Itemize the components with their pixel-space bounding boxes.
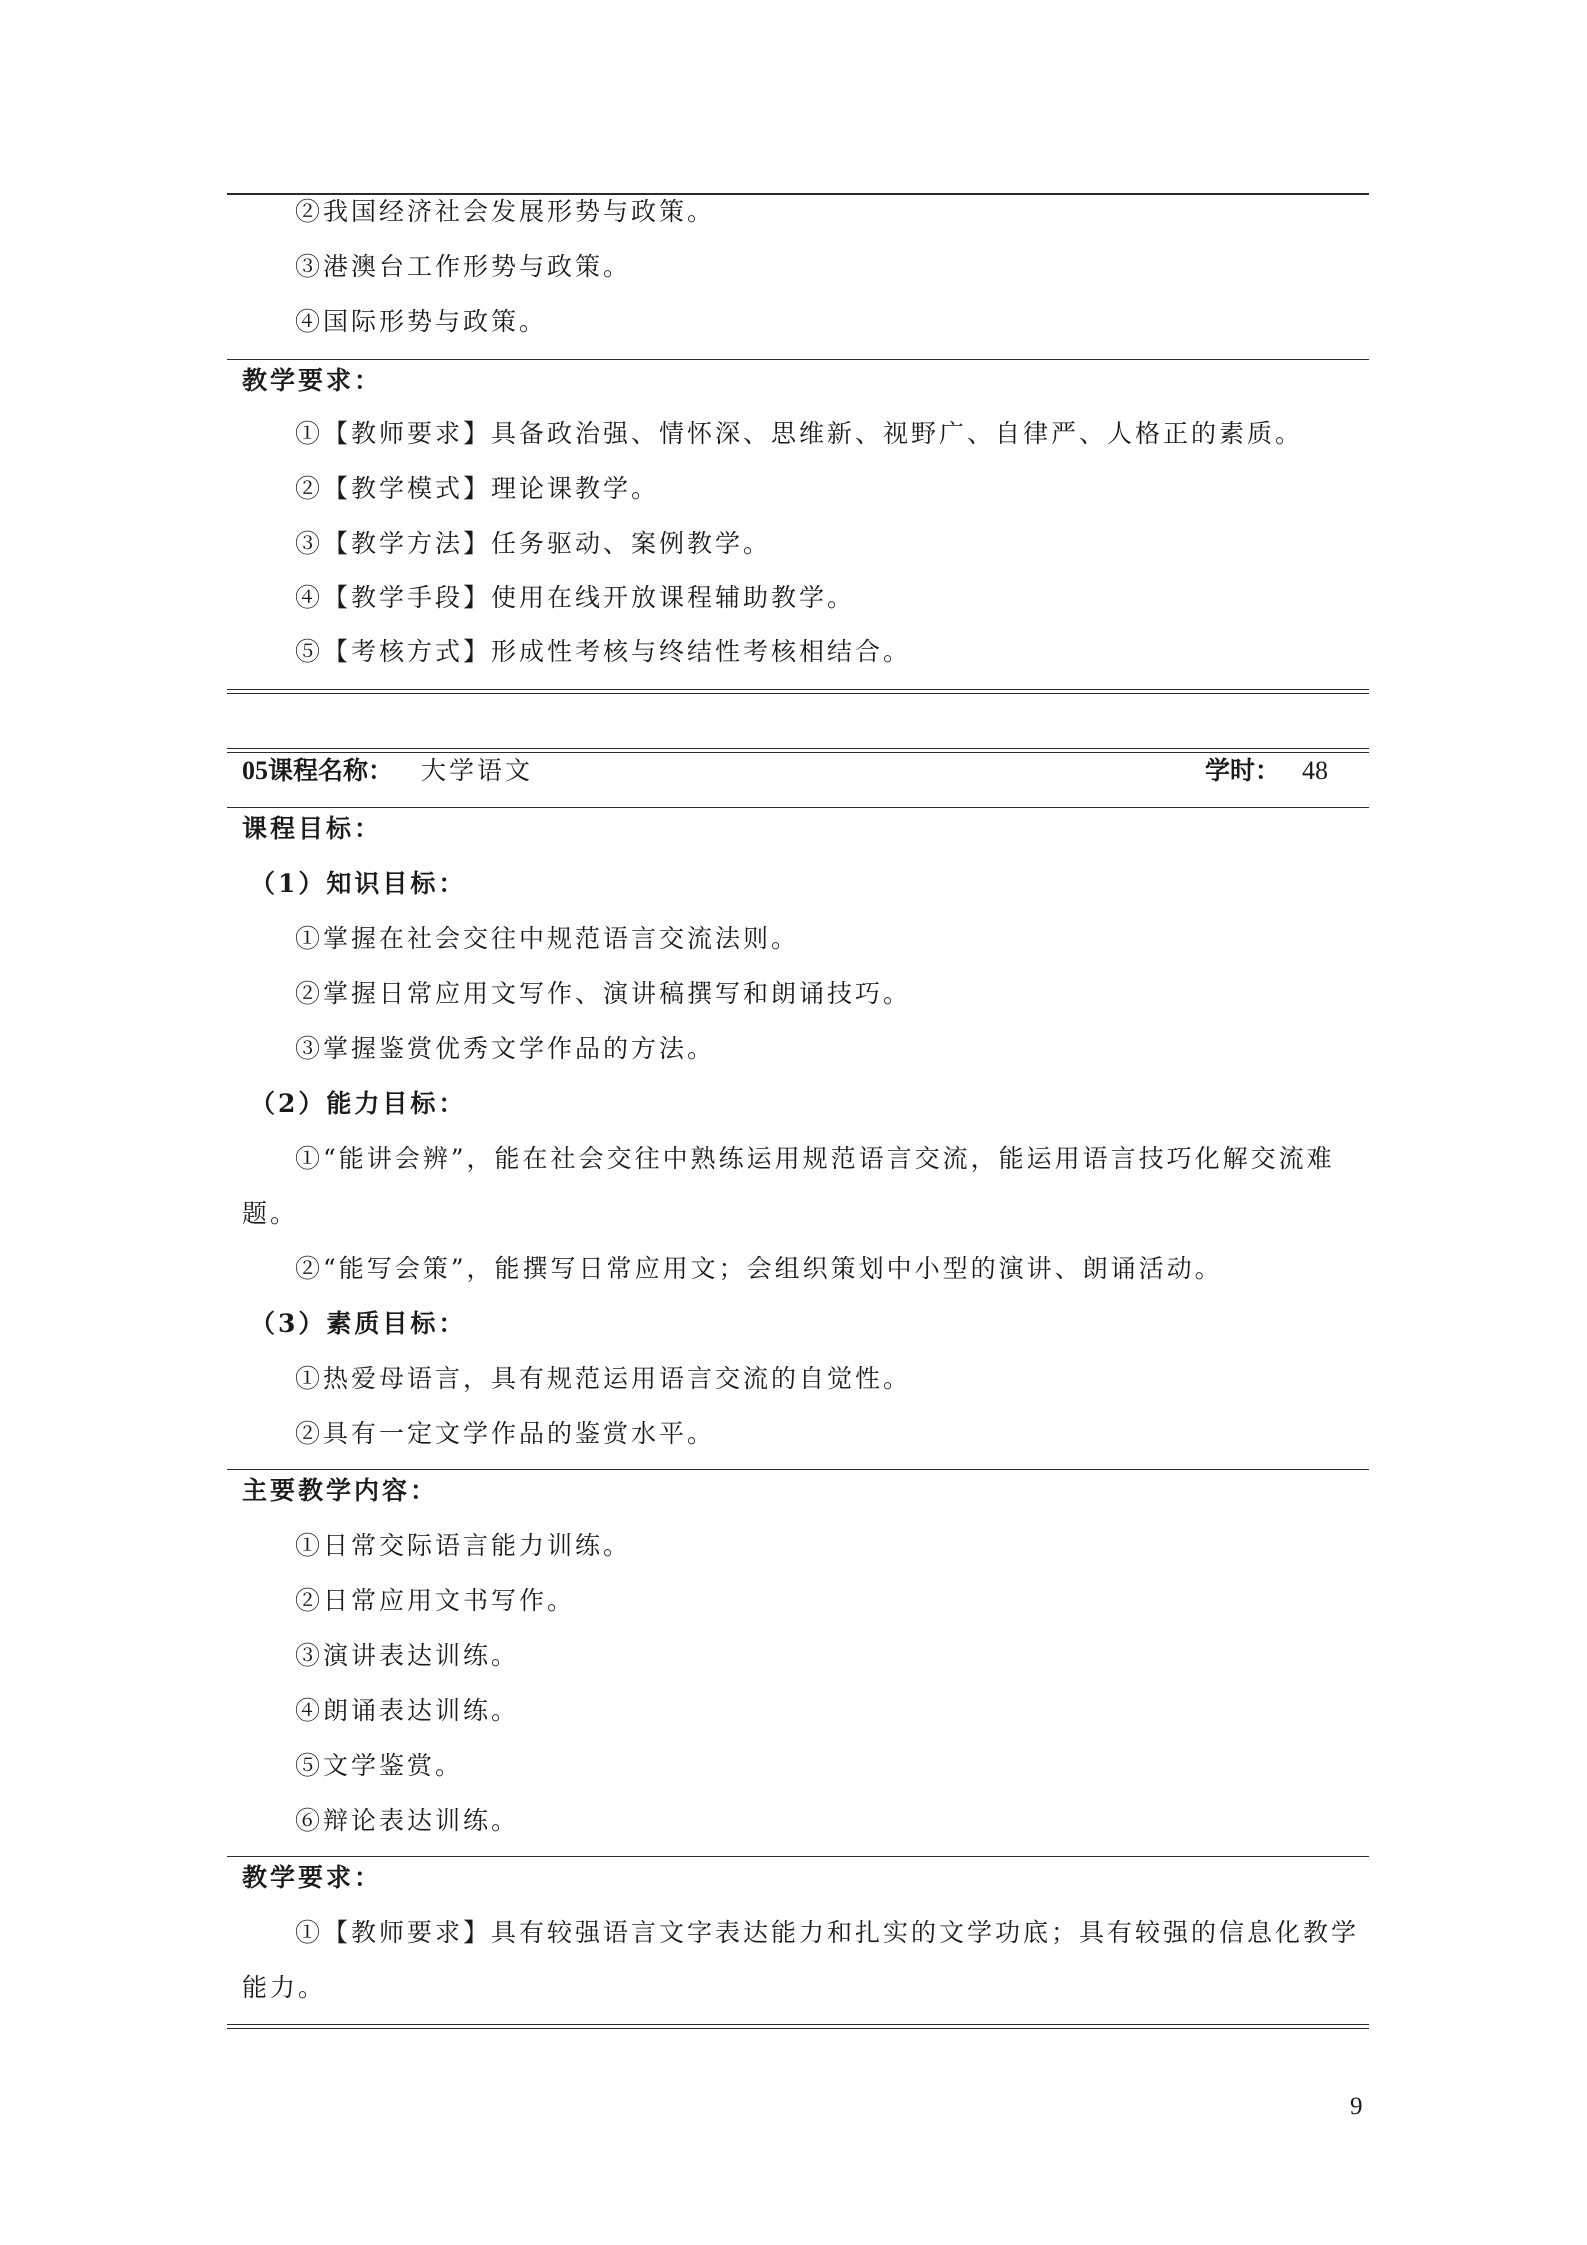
knowledge-item: ②掌握日常应用文写作、演讲稿撰写和朗诵技巧。 [295, 979, 912, 1008]
quality-item: ②具有一定文学作品的鉴赏水平。 [295, 1419, 716, 1448]
content-item: ⑥辩论表达训练。 [295, 1806, 520, 1835]
knowledge-goal-heading: （1）知识目标： [250, 869, 467, 898]
page-number: 9 [1350, 2093, 1363, 2120]
content-item: ③演讲表达训练。 [295, 1641, 520, 1670]
course-hours [1205, 753, 1328, 789]
course-name: 大学语文 [421, 756, 534, 785]
requirement-item-line: 能力。 [242, 1973, 327, 2002]
ability-item-line: 题。 [242, 1199, 299, 1228]
content-item: ⑤文学鉴赏。 [295, 1751, 464, 1780]
content-item: ④朗诵表达训练。 [295, 1696, 520, 1725]
requirement-item: ①【教师要求】具备政治强、情怀深、思维新、视野广、自律严、人格正的素质。 [295, 419, 1304, 448]
section-divider [227, 359, 1369, 360]
quality-goal-heading: （3）素质目标： [250, 1309, 467, 1338]
content-item: ②我国经济社会发展形势与政策。 [295, 197, 716, 226]
knowledge-item: ③掌握鉴赏优秀文学作品的方法。 [295, 1034, 716, 1063]
ability-goal-heading: （2）能力目标： [250, 1089, 467, 1118]
hours-label: 学时： [1205, 756, 1281, 785]
course-number: 05 [242, 756, 268, 785]
course-name-label: 课程名称： [268, 756, 394, 785]
teaching-requirements-heading: 教学要求： [242, 366, 383, 395]
table-bottom-border [227, 2024, 1369, 2029]
content-item: ④国际形势与政策。 [295, 307, 548, 336]
requirement-item: ④【教学手段】使用在线开放课程辅助教学。 [295, 583, 856, 612]
table-bottom-border [227, 689, 1369, 694]
course-goals-heading: 课程目标： [242, 814, 383, 843]
ability-item: ②“能写会策”，能撰写日常应用文；会组织策划中小型的演讲、朗诵活动。 [295, 1254, 1223, 1283]
section-divider [227, 1469, 1369, 1470]
hours-value: 48 [1302, 756, 1329, 785]
course-header [242, 753, 533, 789]
requirement-item: ③【教学方法】任务驱动、案例教学。 [295, 529, 772, 558]
requirement-item: ⑤【考核方式】形成性考核与终结性考核相结合。 [295, 637, 912, 666]
knowledge-item: ①掌握在社会交往中规范语言交流法则。 [295, 924, 800, 953]
ability-item-line: ①“能讲会辨”，能在社会交往中熟练运用规范语言交流，能运用语言技巧化解交流难 [295, 1144, 1335, 1173]
requirement-item-line: ①【教师要求】具有较强语言文字表达能力和扎实的文学功底；具有较强的信息化教学 [295, 1918, 1360, 1947]
section-divider [227, 807, 1369, 808]
teaching-requirements-heading: 教学要求： [242, 1863, 383, 1892]
content-item: ③港澳台工作形势与政策。 [295, 252, 632, 281]
content-item: ①日常交际语言能力训练。 [295, 1531, 632, 1560]
content-item: ②日常应用文书写作。 [295, 1586, 576, 1615]
quality-item: ①热爱母语言，具有规范运用语言交流的自觉性。 [295, 1364, 912, 1393]
main-content-heading: 主要教学内容： [242, 1476, 439, 1505]
requirement-item: ②【教学模式】理论课教学。 [295, 474, 660, 503]
section-divider [227, 1856, 1369, 1857]
